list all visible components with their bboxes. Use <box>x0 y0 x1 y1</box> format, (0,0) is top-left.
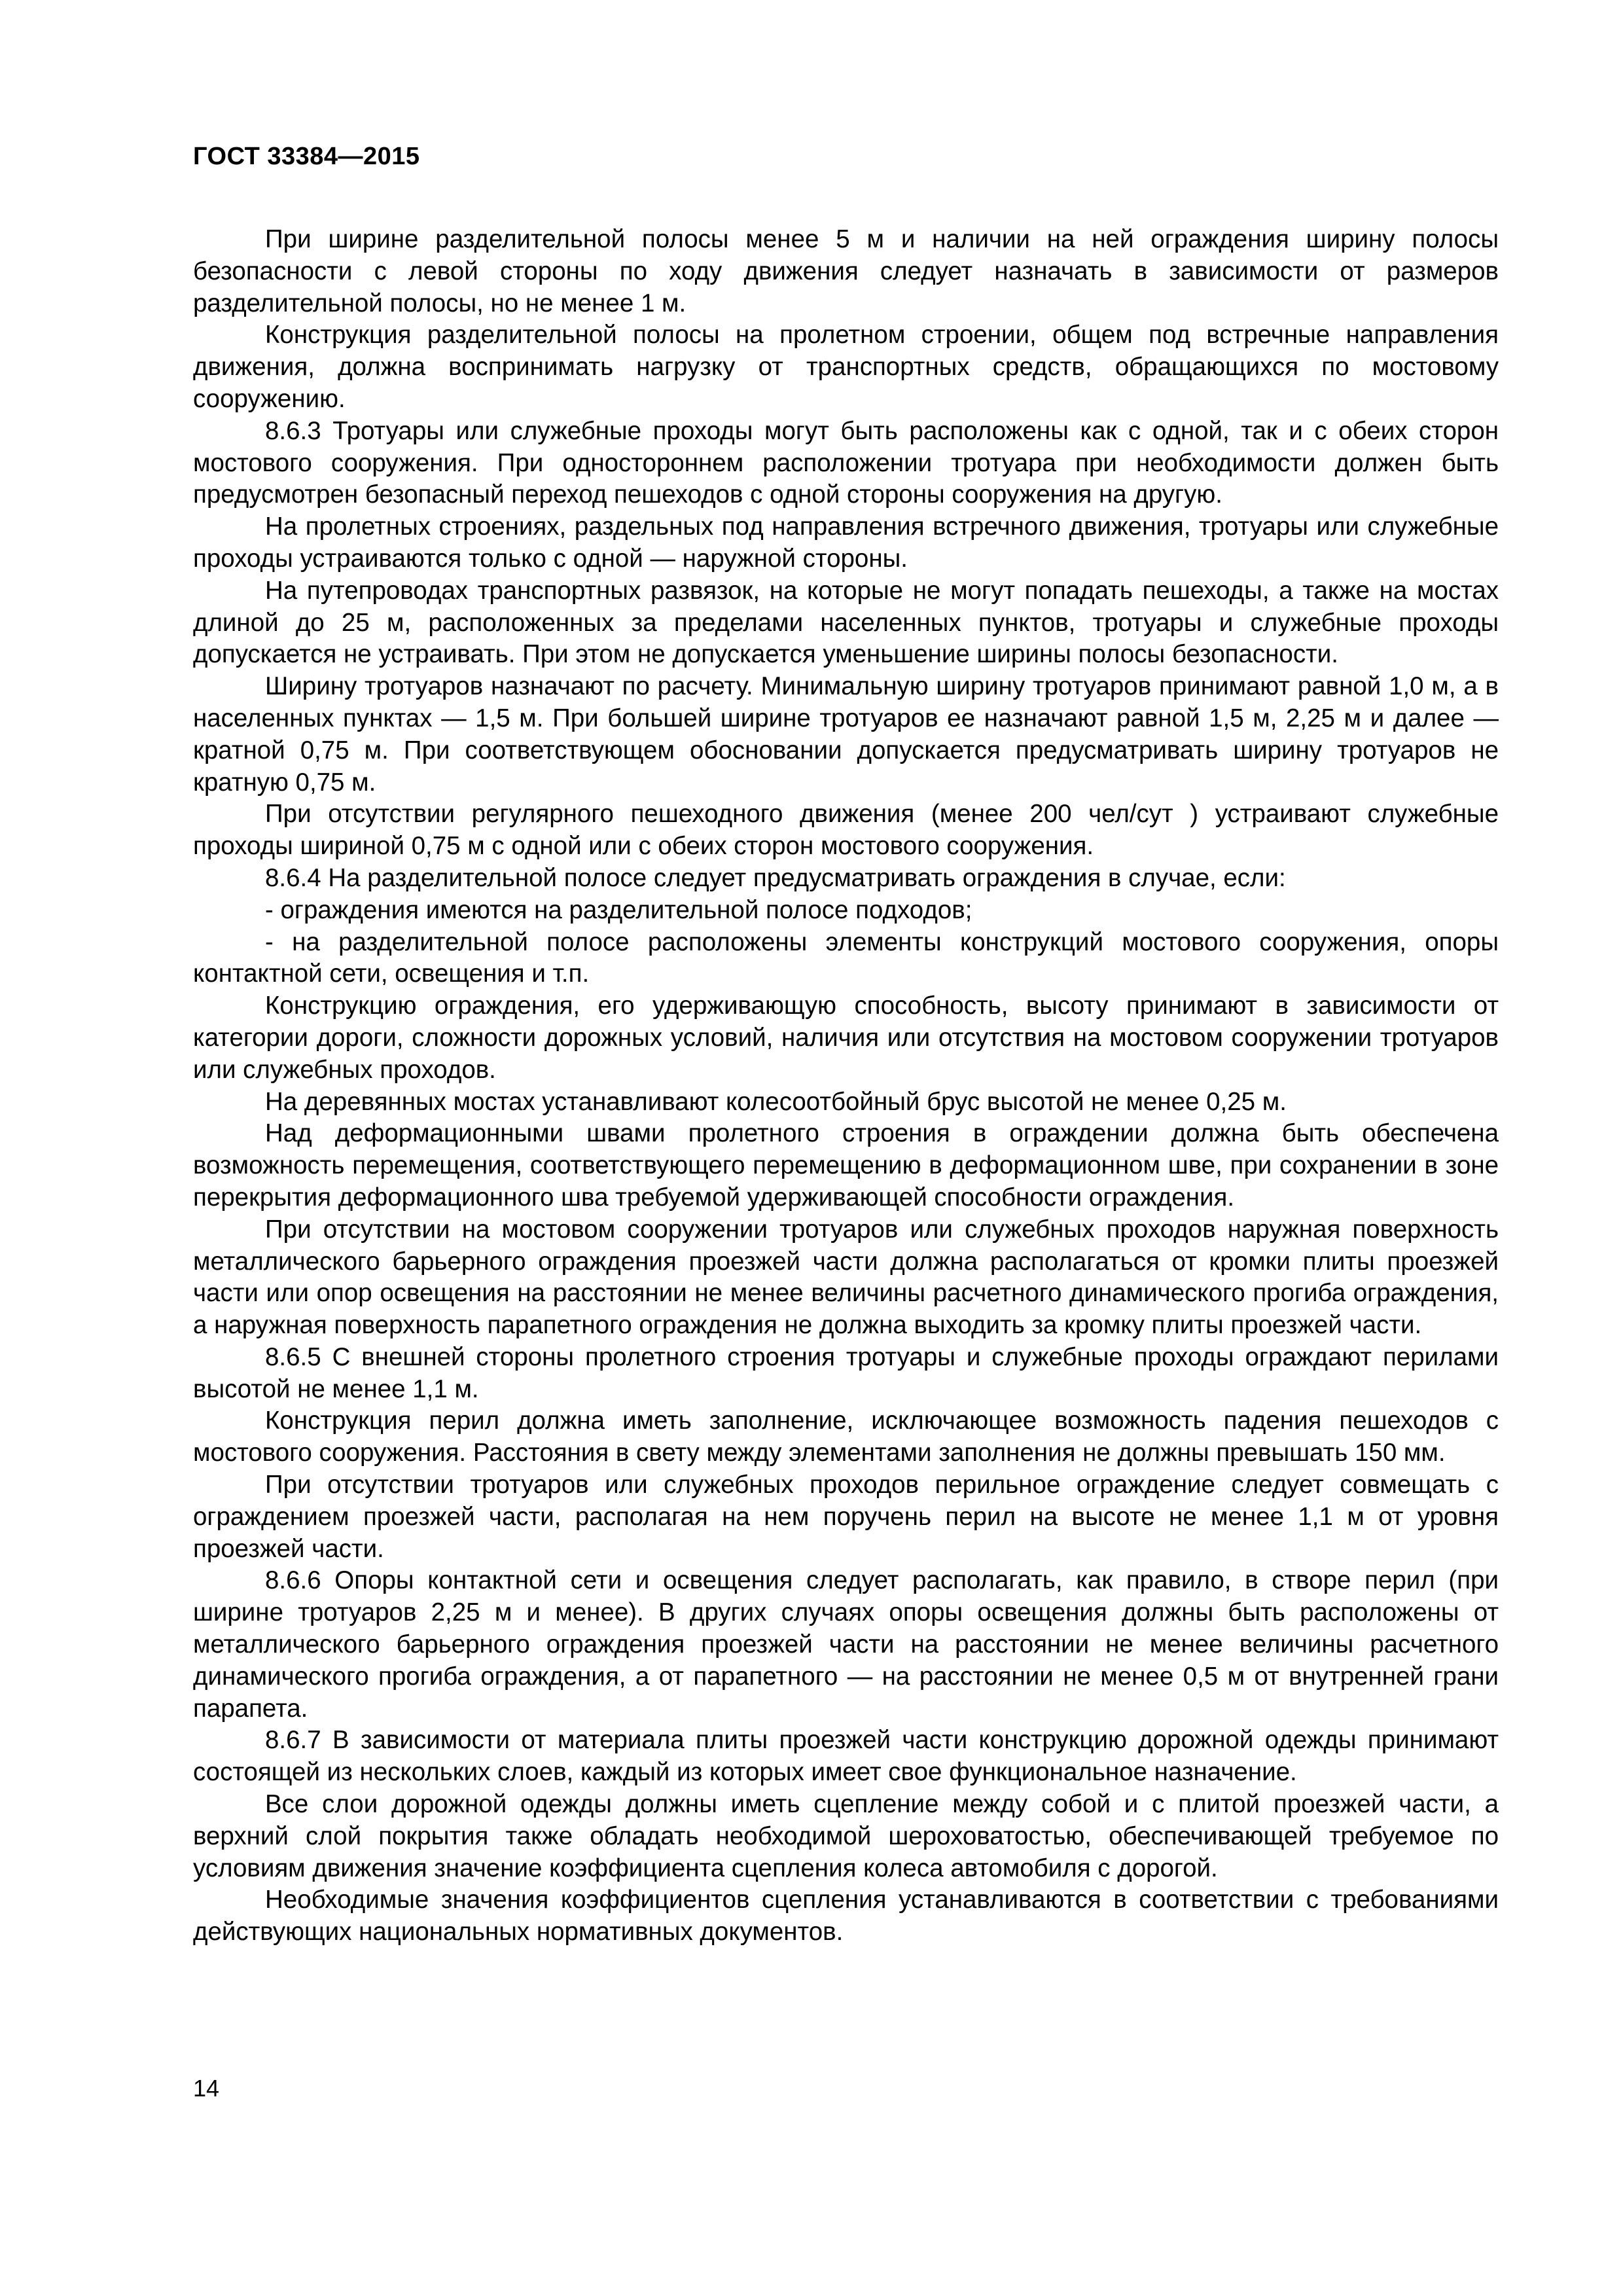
paragraph: При ширине разделительной полосы менее 5 м и наличии на ней ограждения ширину полосы безопасности с левой стороны по ходу движения следует назначать в зависимости от размеров разделительной полосы, но не менее 1 м. <box>193 225 1499 317</box>
paragraph: При отсутствии на мостовом сооружении тротуаров или служебных проходов наружная поверхность металлического барьерного ограждения проезжей части должна располагаться от кромки плиты проезжей части или опор освещения на расстоянии не менее величины расчетного динамического прогиба ограждения, а наружная поверхность парапетного ограждения не должна выходить за кромку плиты проезжей части. <box>193 1215 1499 1340</box>
paragraph: Все слои дорожной одежды должны иметь сцепление между собой и с плитой проезжей части, а верхний слой покрытия также обладать необходимой шероховатостью, обеспечивающей требуемое по условиям движения значение коэффициента сцепления колеса автомобиля с дорогой. <box>193 1790 1499 1882</box>
document-body <box>193 224 1499 1948</box>
paragraph: Конструкция перил должна иметь заполнение, исключающее возможность падения пешеходов с мостового сооружения. Расстояния в свету между элементами заполнения не должны превышать 150 мм. <box>193 1407 1499 1467</box>
list-item: - на разделительной полосе расположены элементы конструкций мостового сооружения, опоры контактной сети, освещения и т.п. <box>193 927 1499 988</box>
page-number: 14 <box>193 2075 220 2102</box>
paragraph: При отсутствии тротуаров или служебных проходов перильное ограждение следует совмещать с ограждением проезжей части, располагая на нем поручень перил на высоте не менее 1,1 м от уровня проезжей части. <box>193 1471 1499 1563</box>
paragraph: Над деформационными швами пролетного строения в ограждении должна быть обеспечена возможность перемещения, соответствующего перемещению в деформационном шве, при сохранении в зоне перекрытия деформационного шва требуемой удерживающей способности ограждения. <box>193 1119 1499 1211</box>
paragraph: 8.6.4 На разделительной полосе следует предусматривать ограждения в случае, если: <box>265 863 1286 892</box>
paragraph: Ширину тротуаров назначают по расчету. Минимальную ширину тротуаров принимают равной 1,0 м, а в населенных пунктах — 1,5 м. При большей ширине тротуаров ее назначают равной 1,5 м, 2,25 м и далее — кратной 0,75 м. При соответствующем обосновании допускается предусматривать ширину тротуаров не кратную 0,75 м. <box>193 672 1499 797</box>
paragraph: Конструкцию ограждения, его удерживающую способность, высоту принимают в зависимости от категории дороги, сложности дорожных условий, наличия или отсутствия на мостовом сооружении тротуаров или служебных проходов. <box>193 992 1499 1084</box>
paragraph: Конструкция разделительной полосы на пролетном строении, общем под встречные направления движения, должна воспринимать нагрузку от транспортных средств, обращающихся по мостовому сооружению. <box>193 321 1499 413</box>
paragraph: 8.6.3 Тротуары или служебные проходы могут быть расположены как с одной, так и с обеих сторон мостового сооружения. При одностороннем расположении тротуара при необходимости должен быть предусмотрен безопасный переход пешеходов с одной стороны сооружения на другую. <box>193 416 1499 509</box>
paragraph: 8.6.6 Опоры контактной сети и освещения следует располагать, как правило, в створе перил (при ширине тротуаров 2,25 м и менее). В других случаях опоры освещения должны быть расположены от металлического барьерного ограждения проезжей части на расстоянии не менее величины расчетного динамического прогиба ограждения, а от парапетного — на расстоянии не менее 0,5 м от внутренней грани парапета. <box>193 1566 1499 1723</box>
paragraph: На деревянных мостах устанавливают колесоотбойный брус высотой не менее 0,25 м. <box>265 1087 1287 1116</box>
paragraph: При отсутствии регулярного пешеходного движения (менее 200 чел/сут ) устраивают служебные проходы шириной 0,75 м с одной или с обеих сторон мостового сооружения. <box>193 800 1499 861</box>
paragraph: Необходимые значения коэффициентов сцепления устанавливаются в соответствии с требованиями действующих национальных нормативных документов. <box>193 1886 1499 1946</box>
paragraph: На путепроводах транспортных развязок, на которые не могут попадать пешеходы, а также на мостах длиной до 25 м, расположенных за пределами населенных пунктов, тротуары и служебные проходы допускается не устраивать. При этом не допускается уменьшение ширины полосы безопасности. <box>193 576 1499 669</box>
paragraph: На пролетных строениях, раздельных под направления встречного движения, тротуары или служебные проходы устраиваются только с одной — наружной стороны. <box>193 512 1499 573</box>
paragraph: 8.6.5 С внешней стороны пролетного строения тротуары и служебные проходы ограждают перилами высотой не менее 1,1 м. <box>193 1342 1499 1403</box>
list-item: - ограждения имеются на разделительной полосе подходов; <box>265 895 972 924</box>
paragraph: 8.6.7 В зависимости от материала плиты проезжей части конструкцию дорожной одежды принимают состоящей из нескольких слоев, каждый из которых имеет свое функциональное назначение. <box>193 1726 1499 1787</box>
document-header: ГОСТ 33384—2015 <box>193 143 420 170</box>
